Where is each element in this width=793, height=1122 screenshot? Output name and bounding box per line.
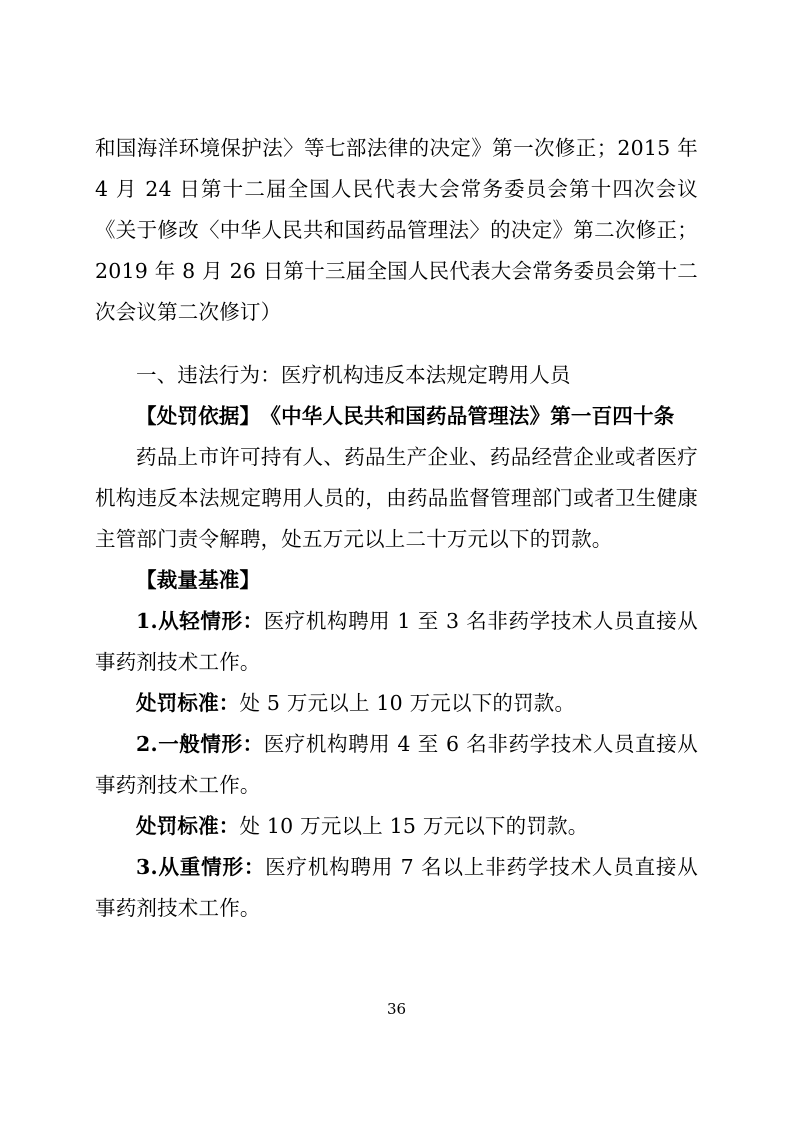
spacer	[95, 333, 698, 355]
case-1-penalty-label: 处罚标准：	[136, 691, 240, 715]
paragraph-amendment-history: 和国海洋环境保护法〉等七部法律的决定》第一次修正；2015 年 4 月 24 日第十二届全国人民代表大会常务委员会第十四次会议《关于修改〈中华人民共和国药品管理法〉的决定》第二次修正；2019 年 8 月 26 日第十三届全国人民代表大会常务委员会第十二次会议第二次修订）	[95, 136, 698, 324]
penalty-basis-label: 【处罚依据】	[136, 404, 250, 428]
paragraph-case-1	[95, 601, 698, 683]
case-2-text: 医疗机构聘用 4 至 6 名非药学技术人员直接从事药剂技术工作。	[95, 732, 698, 797]
paragraph-case-3	[95, 847, 698, 929]
paragraph-case-1-penalty	[95, 683, 698, 724]
case-3-text: 医疗机构聘用 7 名以上非药学技术人员直接从事药剂技术工作。	[95, 855, 698, 920]
case-3-label: 3.从重情形：	[136, 855, 266, 879]
case-1-text: 医疗机构聘用 1 至 3 名非药学技术人员直接从事药剂技术工作。	[95, 609, 698, 674]
case-1-penalty-text: 处 5 万元以上 10 万元以下的罚款。	[239, 691, 576, 715]
case-2-penalty-text: 处 10 万元以上 15 万元以下的罚款。	[239, 814, 589, 838]
paragraph-penalty-basis	[95, 396, 698, 437]
paragraph-case-2	[95, 724, 698, 806]
paragraph-discretion-standard-heading: 【裁量基准】	[136, 568, 261, 592]
page-number: 36	[386, 1000, 407, 1018]
penalty-basis-text: 《中华人民共和国药品管理法》第一百四十条	[249, 404, 675, 428]
case-2-label: 2.一般情形：	[136, 732, 264, 756]
paragraph-case-2-penalty	[95, 806, 698, 847]
case-2-penalty-label: 处罚标准：	[136, 814, 240, 838]
case-1-label: 1.从轻情形：	[136, 609, 264, 633]
paragraph-violation-heading: 一、违法行为：医疗机构违反本法规定聘用人员	[136, 363, 571, 387]
document-body	[95, 128, 698, 929]
paragraph-law-text: 药品上市许可持有人、药品生产企业、药品经营企业或者医疗机构违反本法规定聘用人员的，由药品监督管理部门或者卫生健康主管部门责令解聘，处五万元以上二十万元以下的罚款。	[95, 445, 698, 551]
